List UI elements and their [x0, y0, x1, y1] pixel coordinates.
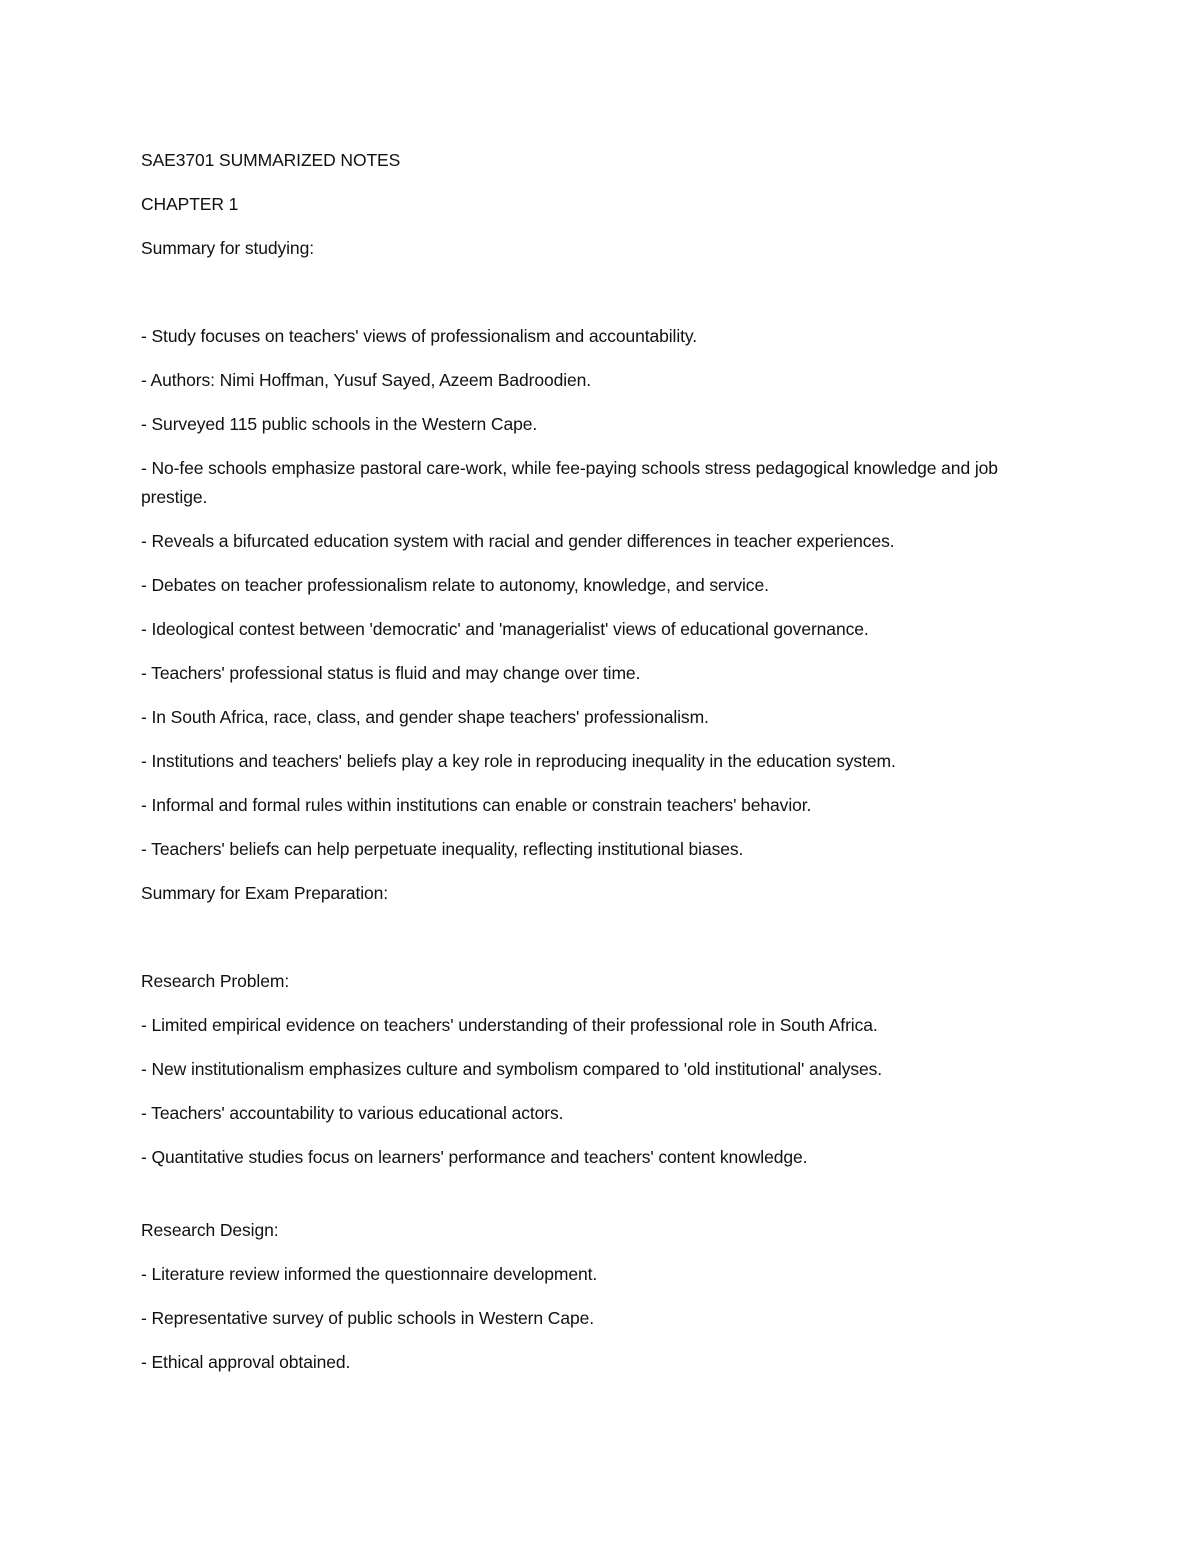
- study-item: - Informal and formal rules within institutions can enable or constrain teachers' behavior.: [141, 795, 812, 815]
- study-item: - Ideological contest between 'democratic' and 'managerialist' views of educational governance.: [141, 619, 869, 639]
- research-problem-item: - New institutionalism emphasizes culture and symbolism compared to 'old institutional' analyses.: [141, 1059, 883, 1079]
- blank-line: [141, 278, 1061, 322]
- study-item: - Authors: Nimi Hoffman, Yusuf Sayed, Azeem Badroodien.: [141, 370, 592, 390]
- study-item: - Teachers' beliefs can help perpetuate inequality, reflecting institutional biases.: [141, 839, 744, 859]
- study-item: - Study focuses on teachers' views of professionalism and accountability.: [141, 326, 697, 346]
- exam-summary-heading: Summary for Exam Preparation:: [141, 883, 389, 903]
- study-item: - Institutions and teachers' beliefs play a key role in reproducing inequality in the education system.: [141, 751, 896, 771]
- study-item: - Reveals a bifurcated education system with racial and gender differences in teacher experiences.: [141, 531, 895, 551]
- research-design-item: - Ethical approval obtained.: [141, 1352, 351, 1372]
- study-item: - Teachers' professional status is fluid and may change over time.: [141, 663, 641, 683]
- study-item: - In South Africa, race, class, and gender shape teachers' professionalism.: [141, 707, 709, 727]
- document-title: SAE3701 SUMMARIZED NOTES: [141, 150, 401, 170]
- study-summary-heading: Summary for studying:: [141, 238, 314, 258]
- blank-line: [141, 923, 1061, 967]
- document-content: [141, 146, 1061, 1392]
- research-design-item: - Literature review informed the questionnaire development.: [141, 1264, 598, 1284]
- research-design-item: - Representative survey of public schools in Western Cape.: [141, 1308, 594, 1328]
- research-problem-heading: Research Problem:: [141, 971, 290, 991]
- research-problem-item: - Quantitative studies focus on learners' performance and teachers' content knowledge.: [141, 1147, 808, 1167]
- study-item: - Debates on teacher professionalism relate to autonomy, knowledge, and service.: [141, 575, 769, 595]
- research-design-heading: Research Design:: [141, 1220, 279, 1240]
- chapter-heading: CHAPTER 1: [141, 194, 239, 214]
- research-problem-item: - Limited empirical evidence on teachers' understanding of their professional role in South Africa.: [141, 1015, 878, 1035]
- study-item: - No-fee schools emphasize pastoral care-work, while fee-paying schools stress pedagogical knowledge and job prestige.: [141, 458, 998, 507]
- study-item: - Surveyed 115 public schools in the Western Cape.: [141, 414, 538, 434]
- research-problem-item: - Teachers' accountability to various educational actors.: [141, 1103, 564, 1123]
